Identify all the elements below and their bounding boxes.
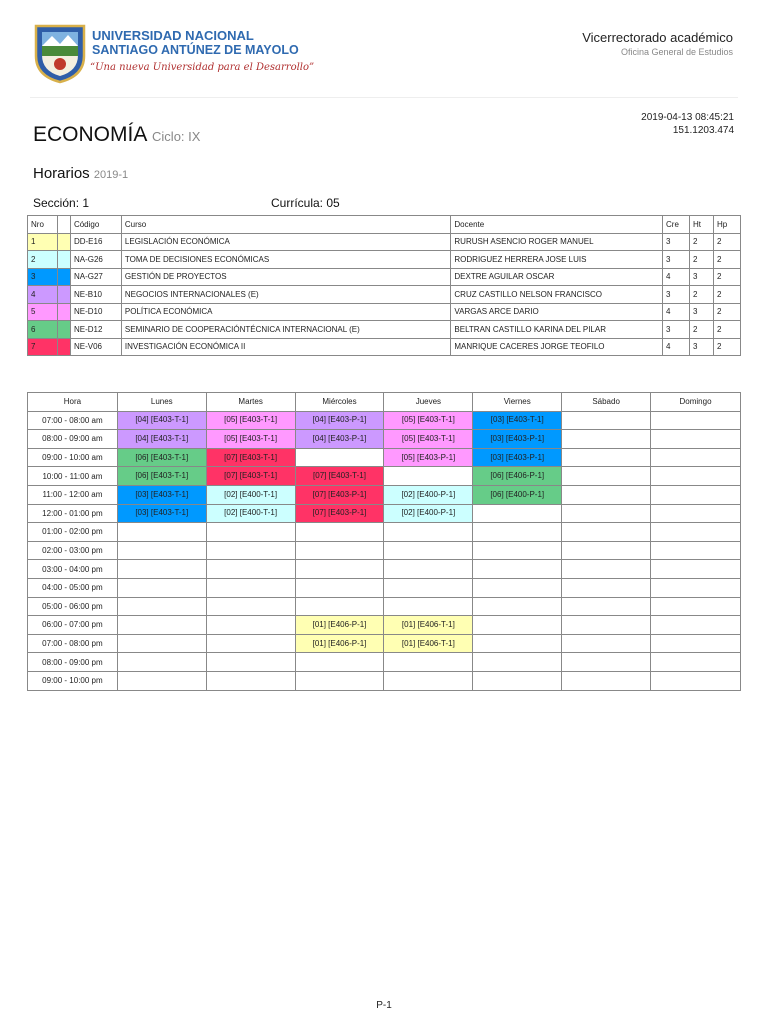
schedule-day-header: Jueves <box>384 393 473 412</box>
course-course: SEMINARIO DE COOPERACIÓNTÉCNICA INTERNACIONAL (E) <box>121 321 450 339</box>
schedule-cell <box>562 671 651 690</box>
schedule-cell <box>562 523 651 542</box>
schedule-cell <box>562 411 651 430</box>
schedule-cell <box>206 467 295 486</box>
course-hp: 2 <box>713 303 740 321</box>
courses-header-row <box>28 216 741 234</box>
schedule-cell <box>117 671 206 690</box>
schedule-row <box>28 653 741 672</box>
schedule-cell <box>651 541 741 560</box>
courses-header-cell: Curso <box>121 216 450 234</box>
course-cre: 3 <box>663 321 690 339</box>
schedule-cell <box>295 597 384 616</box>
schedule-cell <box>651 616 741 635</box>
schedule-row <box>28 411 741 430</box>
schedule-slot: [07] [E403-P-1] <box>312 489 367 499</box>
schedule-slot: [07] [E403-T-1] <box>313 471 366 481</box>
schedule-hour: 09:00 - 10:00 am <box>28 448 118 467</box>
schedule-hour: 03:00 - 04:00 pm <box>28 560 118 579</box>
schedule-cell <box>295 653 384 672</box>
schedule-cell <box>473 485 562 504</box>
courses-header-cell <box>57 216 70 234</box>
schedule-hour: 09:00 - 10:00 pm <box>28 671 118 690</box>
schedule-slot: [04] [E403-P-1] <box>312 415 367 425</box>
office-block <box>582 30 733 57</box>
schedule-row <box>28 430 741 449</box>
schedule-cell <box>473 616 562 635</box>
schedule-cell <box>295 541 384 560</box>
course-nro: 2 <box>28 251 58 269</box>
schedule-slot: [02] [E400-P-1] <box>401 508 456 518</box>
schedule-cell <box>206 485 295 504</box>
schedule-cell <box>295 578 384 597</box>
schedule-row <box>28 616 741 635</box>
course-color-swatch <box>57 303 70 321</box>
course-hp: 2 <box>713 321 740 339</box>
course-hp: 2 <box>713 338 740 356</box>
schedule-cell <box>384 541 473 560</box>
schedule-slot: [01] [E406-T-1] <box>401 638 455 648</box>
schedule-cell <box>295 504 384 523</box>
schedule-cell <box>206 504 295 523</box>
schedule-cell <box>562 541 651 560</box>
course-row <box>28 338 741 356</box>
schedule-row <box>28 560 741 579</box>
course-teacher: DEXTRE AGUILAR OSCAR <box>451 268 663 286</box>
schedule-cell <box>562 504 651 523</box>
course-nro: 1 <box>28 233 58 251</box>
course-cre: 3 <box>663 233 690 251</box>
course-nro: 7 <box>28 338 58 356</box>
print-ip: 151.1203.474 <box>672 125 734 136</box>
university-name <box>92 28 299 58</box>
program-name: ECONOMÍA <box>33 123 147 146</box>
course-ht: 3 <box>690 338 714 356</box>
course-row <box>28 303 741 321</box>
document-header <box>30 22 738 92</box>
header-divider <box>30 97 738 98</box>
schedule-header-row <box>28 393 741 412</box>
schedule-cell <box>384 411 473 430</box>
course-teacher: VARGAS ARCE DARIO <box>451 303 663 321</box>
schedule-cell <box>473 430 562 449</box>
course-cre: 3 <box>663 286 690 304</box>
course-code: NE-B10 <box>70 286 121 304</box>
schedule-cell <box>384 578 473 597</box>
schedule-row <box>28 597 741 616</box>
schedule-cell <box>295 485 384 504</box>
schedule-cell <box>651 560 741 579</box>
schedule-cell <box>206 578 295 597</box>
course-code: NE-D10 <box>70 303 121 321</box>
course-nro: 6 <box>28 321 58 339</box>
course-nro: 5 <box>28 303 58 321</box>
schedule-cell <box>562 578 651 597</box>
course-teacher: CRUZ CASTILLO NELSON FRANCISCO <box>451 286 663 304</box>
schedule-cell <box>473 634 562 653</box>
schedule-hour: 01:00 - 02:00 pm <box>28 523 118 542</box>
schedule-cell <box>117 597 206 616</box>
schedule-slot: [05] [E403-T-1] <box>401 433 455 443</box>
course-code: NA-G27 <box>70 268 121 286</box>
course-ht: 3 <box>690 303 714 321</box>
schedule-slot: [04] [E403-P-1] <box>312 433 367 443</box>
course-row <box>28 321 741 339</box>
course-hp: 2 <box>713 233 740 251</box>
schedule-cell <box>651 597 741 616</box>
schedule-cell <box>206 448 295 467</box>
course-course: LEGISLACIÓN ECONÓMICA <box>121 233 450 251</box>
schedule-hour: 11:00 - 12:00 am <box>28 485 118 504</box>
schedule-slot: [04] [E403-T-1] <box>135 415 189 425</box>
schedule-hour: 06:00 - 07:00 pm <box>28 616 118 635</box>
schedule-hour: 02:00 - 03:00 pm <box>28 541 118 560</box>
section-label: Sección: 1 <box>33 196 90 210</box>
courses-header-cell: Ht <box>690 216 714 234</box>
course-row <box>28 251 741 269</box>
schedule-cell <box>384 653 473 672</box>
schedule-cell <box>562 634 651 653</box>
course-nro: 4 <box>28 286 58 304</box>
schedule-cell <box>651 430 741 449</box>
schedule-day-header: Lunes <box>117 393 206 412</box>
schedule-cell <box>562 430 651 449</box>
schedule-cell <box>117 616 206 635</box>
schedule-cell <box>473 671 562 690</box>
schedule-cell <box>295 467 384 486</box>
schedule-hour: 08:00 - 09:00 am <box>28 430 118 449</box>
schedule-cell <box>206 430 295 449</box>
course-cre: 3 <box>663 251 690 269</box>
schedule-day-header: Domingo <box>651 393 741 412</box>
schedule-row <box>28 578 741 597</box>
schedule-row <box>28 671 741 690</box>
schedule-cell <box>295 430 384 449</box>
schedule-slot: [05] [E403-T-1] <box>224 415 278 425</box>
schedule-slot: [05] [E403-T-1] <box>224 433 278 443</box>
course-code: NA-G26 <box>70 251 121 269</box>
courses-table <box>27 215 741 356</box>
schedule-cell <box>117 448 206 467</box>
course-ht: 2 <box>690 251 714 269</box>
university-name-line2: SANTIAGO ANTÚNEZ DE MAYOLO <box>92 43 299 57</box>
schedule-hour: 04:00 - 05:00 pm <box>28 578 118 597</box>
schedule-cell <box>117 634 206 653</box>
schedule-cell <box>295 448 384 467</box>
course-code: NE-V06 <box>70 338 121 356</box>
schedule-cell <box>206 653 295 672</box>
schedule-slot: [01] [E406-T-1] <box>401 619 455 629</box>
schedule-table <box>27 392 741 691</box>
schedule-slot: [06] [E403-T-1] <box>135 452 189 462</box>
schedule-cell <box>562 597 651 616</box>
schedule-slot: [07] [E403-T-1] <box>224 452 278 462</box>
program-title <box>33 123 200 147</box>
schedule-slot: [03] [E403-T-1] <box>490 415 544 425</box>
schedule-cell <box>473 448 562 467</box>
schedule-hour: 12:00 - 01:00 pm <box>28 504 118 523</box>
courses-header-cell: Cre <box>663 216 690 234</box>
schedule-cell <box>384 560 473 579</box>
course-hp: 2 <box>713 286 740 304</box>
office-name: Oficina General de Estudios <box>620 47 733 57</box>
schedule-cell <box>651 671 741 690</box>
course-ht: 2 <box>690 233 714 251</box>
schedule-cell <box>117 578 206 597</box>
schedule-slot: [03] [E403-P-1] <box>490 452 545 462</box>
course-code: DD-E16 <box>70 233 121 251</box>
print-stamp <box>641 111 734 137</box>
curricula-label: Currícula: 05 <box>271 196 340 210</box>
schedule-day-header: Sábado <box>562 393 651 412</box>
course-course: INVESTIGACIÓN ECONÓMICA II <box>121 338 450 356</box>
schedule-cell <box>473 411 562 430</box>
course-teacher: RODRIGUEZ HERRERA JOSE LUIS <box>451 251 663 269</box>
schedule-cell <box>473 541 562 560</box>
schedule-slot: [07] [E403-T-1] <box>224 471 278 481</box>
schedule-slot: [06] [E406-P-1] <box>490 471 545 481</box>
schedule-cell <box>384 504 473 523</box>
program-cycle: Ciclo: IX <box>152 129 201 144</box>
courses-header-cell: Hp <box>713 216 740 234</box>
schedule-cell <box>206 541 295 560</box>
schedule-cell <box>117 653 206 672</box>
schedule-cell <box>117 560 206 579</box>
print-datetime: 2019-04-13 08:45:21 <box>641 112 734 123</box>
course-ht: 2 <box>690 321 714 339</box>
page-number: P-1 <box>376 1000 392 1011</box>
schedule-cell <box>384 634 473 653</box>
schedule-hour: 10:00 - 11:00 am <box>28 467 118 486</box>
course-hp: 2 <box>713 251 740 269</box>
schedule-cell <box>384 597 473 616</box>
schedule-cell <box>562 448 651 467</box>
schedule-slot: [05] [E403-P-1] <box>401 452 456 462</box>
schedule-cell <box>295 634 384 653</box>
schedule-cell <box>206 411 295 430</box>
course-row <box>28 233 741 251</box>
schedule-cell <box>295 616 384 635</box>
university-name-line1: UNIVERSIDAD NACIONAL <box>92 28 254 43</box>
schedule-cell <box>473 467 562 486</box>
schedule-cell <box>206 597 295 616</box>
course-course: NEGOCIOS INTERNACIONALES (E) <box>121 286 450 304</box>
schedule-row <box>28 485 741 504</box>
course-color-swatch <box>57 251 70 269</box>
schedule-cell <box>384 616 473 635</box>
schedule-row <box>28 523 741 542</box>
course-course: POLÍTICA ECONÓMICA <box>121 303 450 321</box>
schedule-row <box>28 504 741 523</box>
schedule-cell <box>384 485 473 504</box>
university-seal-icon <box>32 22 88 84</box>
courses-header-cell: Código <box>70 216 121 234</box>
schedule-cell <box>651 523 741 542</box>
schedule-cell <box>117 485 206 504</box>
schedule-cell <box>651 485 741 504</box>
course-code: NE-D12 <box>70 321 121 339</box>
university-motto: “Una nueva Universidad para el Desarrollo” <box>90 62 315 73</box>
schedule-row <box>28 467 741 486</box>
schedule-cell <box>295 671 384 690</box>
course-course: TOMA DE DECISIONES ECONÓMICAS <box>121 251 450 269</box>
schedule-cell <box>384 448 473 467</box>
schedule-cell <box>117 541 206 560</box>
courses-header-cell: Docente <box>451 216 663 234</box>
course-teacher: MANRIQUE CACERES JORGE TEOFILO <box>451 338 663 356</box>
schedule-cell <box>295 411 384 430</box>
schedule-cell <box>473 560 562 579</box>
course-color-swatch <box>57 233 70 251</box>
schedule-slot: [06] [E403-T-1] <box>135 471 189 481</box>
course-color-swatch <box>57 338 70 356</box>
schedule-row <box>28 448 741 467</box>
vice-rectorate: Vicerrectorado académico <box>582 30 733 45</box>
schedule-cell <box>384 523 473 542</box>
schedule-cell <box>384 467 473 486</box>
course-nro: 3 <box>28 268 58 286</box>
course-teacher: BELTRAN CASTILLO KARINA DEL PILAR <box>451 321 663 339</box>
schedule-term: 2019-1 <box>93 169 129 181</box>
schedule-slot: [01] [E406-P-1] <box>312 638 367 648</box>
schedule-day-header: Viernes <box>473 393 562 412</box>
course-color-swatch <box>57 286 70 304</box>
schedule-cell <box>117 467 206 486</box>
schedule-cell <box>295 523 384 542</box>
course-cre: 4 <box>663 303 690 321</box>
schedule-cell <box>117 523 206 542</box>
schedule-cell <box>562 560 651 579</box>
course-color-swatch <box>57 268 70 286</box>
schedule-cell <box>562 653 651 672</box>
schedule-cell <box>562 485 651 504</box>
schedule-slot: [02] [E400-P-1] <box>401 489 456 499</box>
schedule-slot: [04] [E403-T-1] <box>135 433 189 443</box>
schedule-cell <box>473 578 562 597</box>
schedule-cell <box>206 671 295 690</box>
schedule-cell <box>206 634 295 653</box>
schedule-heading <box>33 165 128 182</box>
schedule-label: Horarios <box>33 165 90 182</box>
course-ht: 3 <box>690 268 714 286</box>
course-hp: 2 <box>713 268 740 286</box>
schedule-cell <box>651 653 741 672</box>
schedule-cell <box>651 634 741 653</box>
schedule-slot: [03] [E403-T-1] <box>135 508 189 518</box>
schedule-cell <box>206 523 295 542</box>
course-color-swatch <box>57 321 70 339</box>
course-cre: 4 <box>663 338 690 356</box>
schedule-hour: 07:00 - 08:00 am <box>28 411 118 430</box>
schedule-cell <box>117 430 206 449</box>
schedule-cell <box>295 560 384 579</box>
schedule-cell <box>473 597 562 616</box>
schedule-slot: [01] [E406-P-1] <box>312 619 367 629</box>
schedule-cell <box>473 504 562 523</box>
schedule-slot: [02] [E400-T-1] <box>224 508 278 518</box>
schedule-row <box>28 634 741 653</box>
schedule-cell <box>473 653 562 672</box>
schedule-row <box>28 541 741 560</box>
schedule-cell <box>117 411 206 430</box>
schedule-cell <box>384 671 473 690</box>
schedule-cell <box>562 616 651 635</box>
schedule-day-header: Hora <box>28 393 118 412</box>
course-cre: 4 <box>663 268 690 286</box>
schedule-hour: 05:00 - 06:00 pm <box>28 597 118 616</box>
schedule-slot: [06] [E400-P-1] <box>490 489 545 499</box>
schedule-cell <box>206 616 295 635</box>
schedule-cell <box>651 467 741 486</box>
schedule-cell <box>384 430 473 449</box>
schedule-slot: [03] [E403-T-1] <box>135 489 189 499</box>
schedule-slot: [05] [E403-T-1] <box>401 415 455 425</box>
course-ht: 2 <box>690 286 714 304</box>
schedule-cell <box>206 560 295 579</box>
course-row <box>28 286 741 304</box>
schedule-slot: [02] [E400-T-1] <box>224 489 278 499</box>
schedule-cell <box>651 448 741 467</box>
schedule-day-header: Martes <box>206 393 295 412</box>
schedule-cell <box>473 523 562 542</box>
schedule-hour: 08:00 - 09:00 pm <box>28 653 118 672</box>
schedule-cell <box>651 504 741 523</box>
schedule-slot: [07] [E403-P-1] <box>312 508 367 518</box>
schedule-hour: 07:00 - 08:00 pm <box>28 634 118 653</box>
course-teacher: RURUSH ASENCIO ROGER MANUEL <box>451 233 663 251</box>
courses-header-cell: Nro <box>28 216 58 234</box>
schedule-slot: [03] [E403-P-1] <box>490 433 545 443</box>
schedule-cell <box>651 578 741 597</box>
schedule-cell <box>651 411 741 430</box>
course-row <box>28 268 741 286</box>
course-course: GESTIÓN DE PROYECTOS <box>121 268 450 286</box>
schedule-day-header: Miércoles <box>295 393 384 412</box>
schedule-cell <box>117 504 206 523</box>
schedule-cell <box>562 467 651 486</box>
